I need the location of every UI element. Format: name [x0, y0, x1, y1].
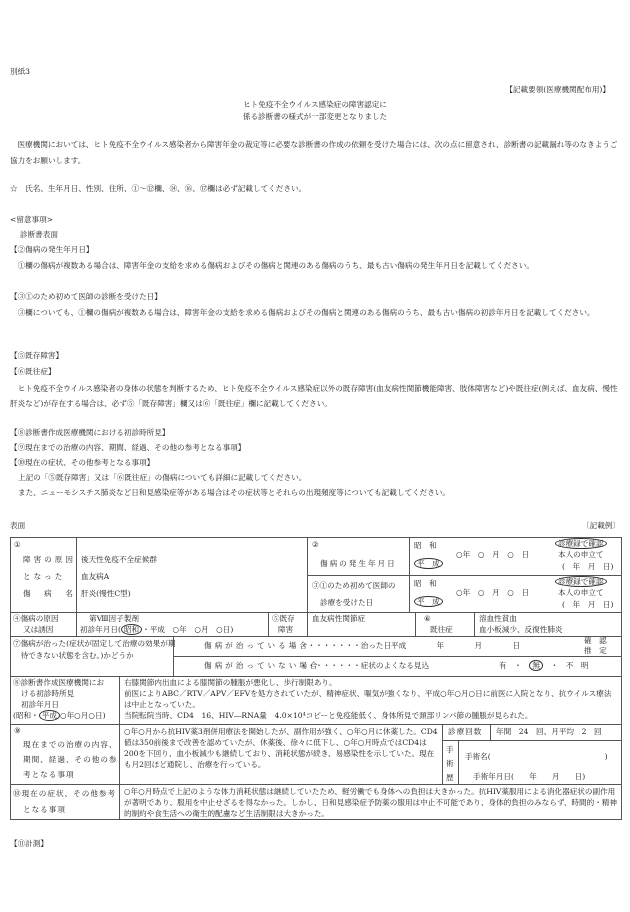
finding-line: 右膝関節内出血による膝関節の腫脹が悪化し、歩行制限あり。 [124, 678, 337, 687]
title-line-1: ヒト免疫不全ウイルス感染症の障害認定に [243, 100, 387, 109]
measurement-section-title: 【⑪計測】 [10, 839, 48, 848]
cell-cause-value [76, 612, 269, 637]
not-healed-case: 傷病が治っていない場合 [204, 661, 321, 670]
injury-name: 肝炎(慢性C型) [81, 589, 131, 598]
onset-date: ○年 ○ 月 ○ 日 [456, 550, 530, 559]
section-8-title: 【⑧診断書作成医療機関における初診時所見】 [10, 428, 170, 437]
cell-symptoms-text [119, 784, 622, 820]
required-fields-note: ☆ 氏名、生年月日、性別、住所、①～⑫欄、⑭、⑯、⑰欄は必ず記載してください。 [10, 184, 307, 193]
initial-date: ○年○月○日) [59, 711, 106, 720]
section-6-title: 【⑥既往症】 [10, 367, 56, 376]
visits-value: 年間 24 回、月平均 2 回 [496, 727, 602, 736]
estimated: 推 定 [584, 646, 607, 655]
cell-surgery-label [442, 740, 459, 785]
cell-visits-value [490, 724, 622, 741]
cell-initial-findings [119, 676, 622, 725]
label-line: 既往症 [430, 625, 453, 634]
section-5-6-body: ヒト免疫不全ウイルス感染者の身体の状態を判断するため、ヒト免疫不全ウイルス感染症以外の既存障害(血友病性関節機能障害、肢体障害など)や既往症(例えば、血友病、慢性肝炎など)が存在する場合は、必ず⑤「既存障害」欄又は⑥「既往症」欄に記載してください。 [10, 384, 618, 408]
era-heisei-circled: 平 成 [414, 558, 443, 569]
label-line: ⑩現在の症状、その他参考 [13, 789, 117, 798]
guideline-tag: 【記載要領(医療機関配布用)】 [505, 85, 610, 94]
option-yes: 有 ・ [499, 661, 522, 670]
self-report-date: ( 年 月 日) [562, 562, 614, 571]
confirmed-by-records-circled: 診療録で確認 [555, 576, 607, 587]
healed-date-label: ・・・・・・・・治った日 [300, 641, 392, 650]
label-line: 傷 病 名 [23, 589, 76, 598]
section-3-body: ③欄についても、①欄の傷病が複数ある場合は、障害年金の支給を求める傷病およびその傷病と関連のある傷病のうち、最も古い傷病の初診年月日を記載してください。 [17, 308, 595, 317]
surgery-name: 手術名( ) [465, 752, 608, 761]
cell-initial-findings-label [10, 676, 120, 725]
label-line: ④傷病の原因 [13, 614, 59, 623]
cell-healed-yes [173, 636, 622, 657]
cell-medical-history-label [415, 612, 475, 637]
existing-disability: 血友病性関節症 [312, 614, 366, 623]
label-line: 診療を受けた日 [320, 598, 374, 607]
intro-paragraph: 医療機関においては、ヒト免疫不全ウイルス感染者から障害年金の裁定等に必要な診断書の作成の依頼を受けた場合には、次の点に留意され、診断書の記載漏れ等のなきようご協力をお願いします。 [10, 140, 618, 165]
healed-case: 傷病が治っている場合 [204, 641, 310, 650]
example-label: 〔記載例〕 [582, 521, 620, 530]
label-line: 障害の原因 [23, 555, 76, 564]
label-line: 障害 [278, 625, 294, 634]
cell-treatment-text [119, 724, 443, 785]
healed-date: 平成 年 月 日 [391, 641, 521, 650]
label-line: ③①のため初めて医師の [312, 581, 396, 590]
cell-first-visit-date [409, 575, 622, 613]
label-line: となった [23, 572, 66, 581]
label-line: 初診年月日 [21, 700, 59, 709]
prognosis-label: ・・・・・・・・症状のよくなる見込 [300, 661, 430, 670]
medical-history: 血小板減少、反復性肺炎 [479, 625, 563, 634]
option-unknown: ・ 不 明 [550, 661, 589, 670]
cell-injury-label [10, 537, 77, 613]
era-heisei-circled: 平 成 [414, 596, 443, 607]
self-report-date: ( 年 月 日) [562, 600, 614, 609]
injury-name: 血友病A [81, 572, 110, 581]
num-1: ① [14, 540, 21, 549]
annex-label: 別紙3 [10, 67, 31, 76]
section-3-title: 【③①のため初めて医師の診断を受けた日】 [10, 292, 162, 301]
visits-label: 診療回数 [448, 727, 483, 736]
onset-label: 傷病の発生年月日 [320, 559, 397, 568]
section-10-body-2: また、ニューモシスチス肺炎など日和見感染症等がある場合はその症状等とそれらの出現頻度等についても記載してください。 [18, 488, 451, 497]
num-9: ⑨ [14, 726, 21, 735]
cell-healed-no [173, 656, 622, 677]
notes-heading: <留意事項> [10, 215, 54, 224]
cell-visits-label [442, 724, 491, 741]
section-9-title: 【⑨現在までの治療の内容、期間、経過、その他の参考となる事項】 [10, 443, 246, 452]
title-line-2: 係る診断書の様式が一部変更となりました [242, 112, 388, 121]
treatment-text: ○年○月から抗HIV薬3剤併用療法を開始したが、副作用が強く、○年○月に休薬した。CD4値は350前後まで改善を認めていたが、休薬後、徐々に低下し、○年○月時点ではCD4は200を下回り、血小板減少も継続しており、消耗状態が続き、易感染性を示していた。現在も月2回ほど通院し、治療を行っている。 [124, 727, 438, 769]
era-showa: 昭 和 [414, 541, 437, 550]
cell-onset-date [409, 537, 622, 576]
label-line: ける初診時所見 [21, 689, 75, 698]
label-line: 現在までの治療の内容、 [23, 740, 118, 749]
cause-value: 第Ⅷ因子製剤 [89, 614, 139, 623]
cell-injury-names [76, 537, 308, 613]
num-2: ② [312, 540, 319, 549]
finding-line: 前医によりABC／RTV／APV／EFVを処方されていたが、精神症状、嘔気が強くなり、平成○年○月○日に前医に入院となり、抗ウイルス療法は中止となっていた。 [124, 689, 612, 709]
confirmed: 確 認 [584, 636, 607, 645]
medical-history: 溶血性貧血 [479, 614, 517, 623]
label-line: ⑥ [424, 614, 431, 623]
form-side-label: 表面 [10, 521, 26, 530]
label-line: となる事項 [23, 805, 66, 814]
era-showa: 昭 和 [414, 579, 437, 588]
era-showa-circled: 昭和 [121, 624, 142, 635]
label-line: 期間、経過、その他の参 [23, 755, 118, 764]
finding-line: 当院転院当時、CD4 16、HIV―RNA量 4.0×10⁴コピーと免疫能低く、身体所見で頚部リンパ節の腫脹が見られた。 [124, 711, 533, 720]
self-report: 本人の申立て [558, 588, 604, 597]
era-showa: (昭和・ [13, 711, 39, 720]
option-no-circled: 無 [529, 660, 543, 671]
section-5-title: 【⑤既存障害】 [10, 351, 64, 360]
section-10-title: 【⑩現在の症状、その他参考となる事項】 [10, 458, 155, 467]
confirmed-by-records-circled: 診療録で確認 [555, 538, 607, 549]
cell-surgery-value [458, 740, 622, 785]
notes-subheading: 診断書表面 [20, 230, 58, 239]
healed-question: ⑦傷病が治った(症状が固定して治療の効果が期待できない状態を含む。)かどうか [13, 639, 176, 660]
cell-healed-label [10, 636, 174, 677]
injury-name: 後天性免疫不全症候群 [81, 555, 157, 564]
self-report: 本人の申立て [558, 550, 604, 559]
cell-existing-disability-label [268, 612, 308, 637]
surgery-history-label: 手術歴 [446, 745, 454, 782]
cell-first-visit-label [307, 575, 410, 613]
cell-onset-label [307, 537, 410, 576]
cell-existing-disability-value [307, 612, 416, 637]
section-2-body: ①欄の傷病が複数ある場合は、障害年金の支給を求める傷病およびその傷病と関連のある傷病のうち、最も古い傷病の発生年月日を記載してください。 [17, 261, 534, 270]
cell-cause-label [10, 612, 77, 637]
label-line: ⑧診断書作成医療機関にお [13, 678, 105, 687]
symptoms-text: ○年○月時点で上記のような体力消耗状態は継続していたため、軽労働でも身体への負担は大きかった。抗HIV薬服用による消化器症状の副作用が著明であり、服用を中止せざるを得なかった。しかし、日和見感染症予防薬の服用は中止不可能であり、身体的負担のみならず、時間的・精神的制約や食生活への衛生的配慮など生活制限は大きかった。 [124, 787, 617, 818]
first-visit-prefix: 初診年月日( [80, 625, 121, 634]
label-line: ⑤既存 [272, 614, 295, 623]
first-visit-suffix: ・平成 ○年 ○月 ○日) [142, 625, 234, 634]
cell-medical-history-value [474, 612, 622, 637]
label-line: 又は誘因 [23, 625, 54, 634]
section-2-title: 【②傷病の発生年月日】 [10, 245, 94, 254]
first-visit-date: ○年 ○ 月 ○ 日 [456, 588, 530, 597]
cell-treatment-label [10, 724, 120, 785]
cell-symptoms-label [10, 784, 120, 820]
surgery-date: 手術年月日( 年 月 日) [473, 772, 586, 781]
label-line: 考となる事項 [23, 770, 75, 779]
era-heisei-circled: 平成 [39, 710, 60, 721]
section-10-body-1: 上記の「⑤既存障害」又は「⑥既往症」の傷病についても詳細に記載してください。 [18, 473, 307, 482]
